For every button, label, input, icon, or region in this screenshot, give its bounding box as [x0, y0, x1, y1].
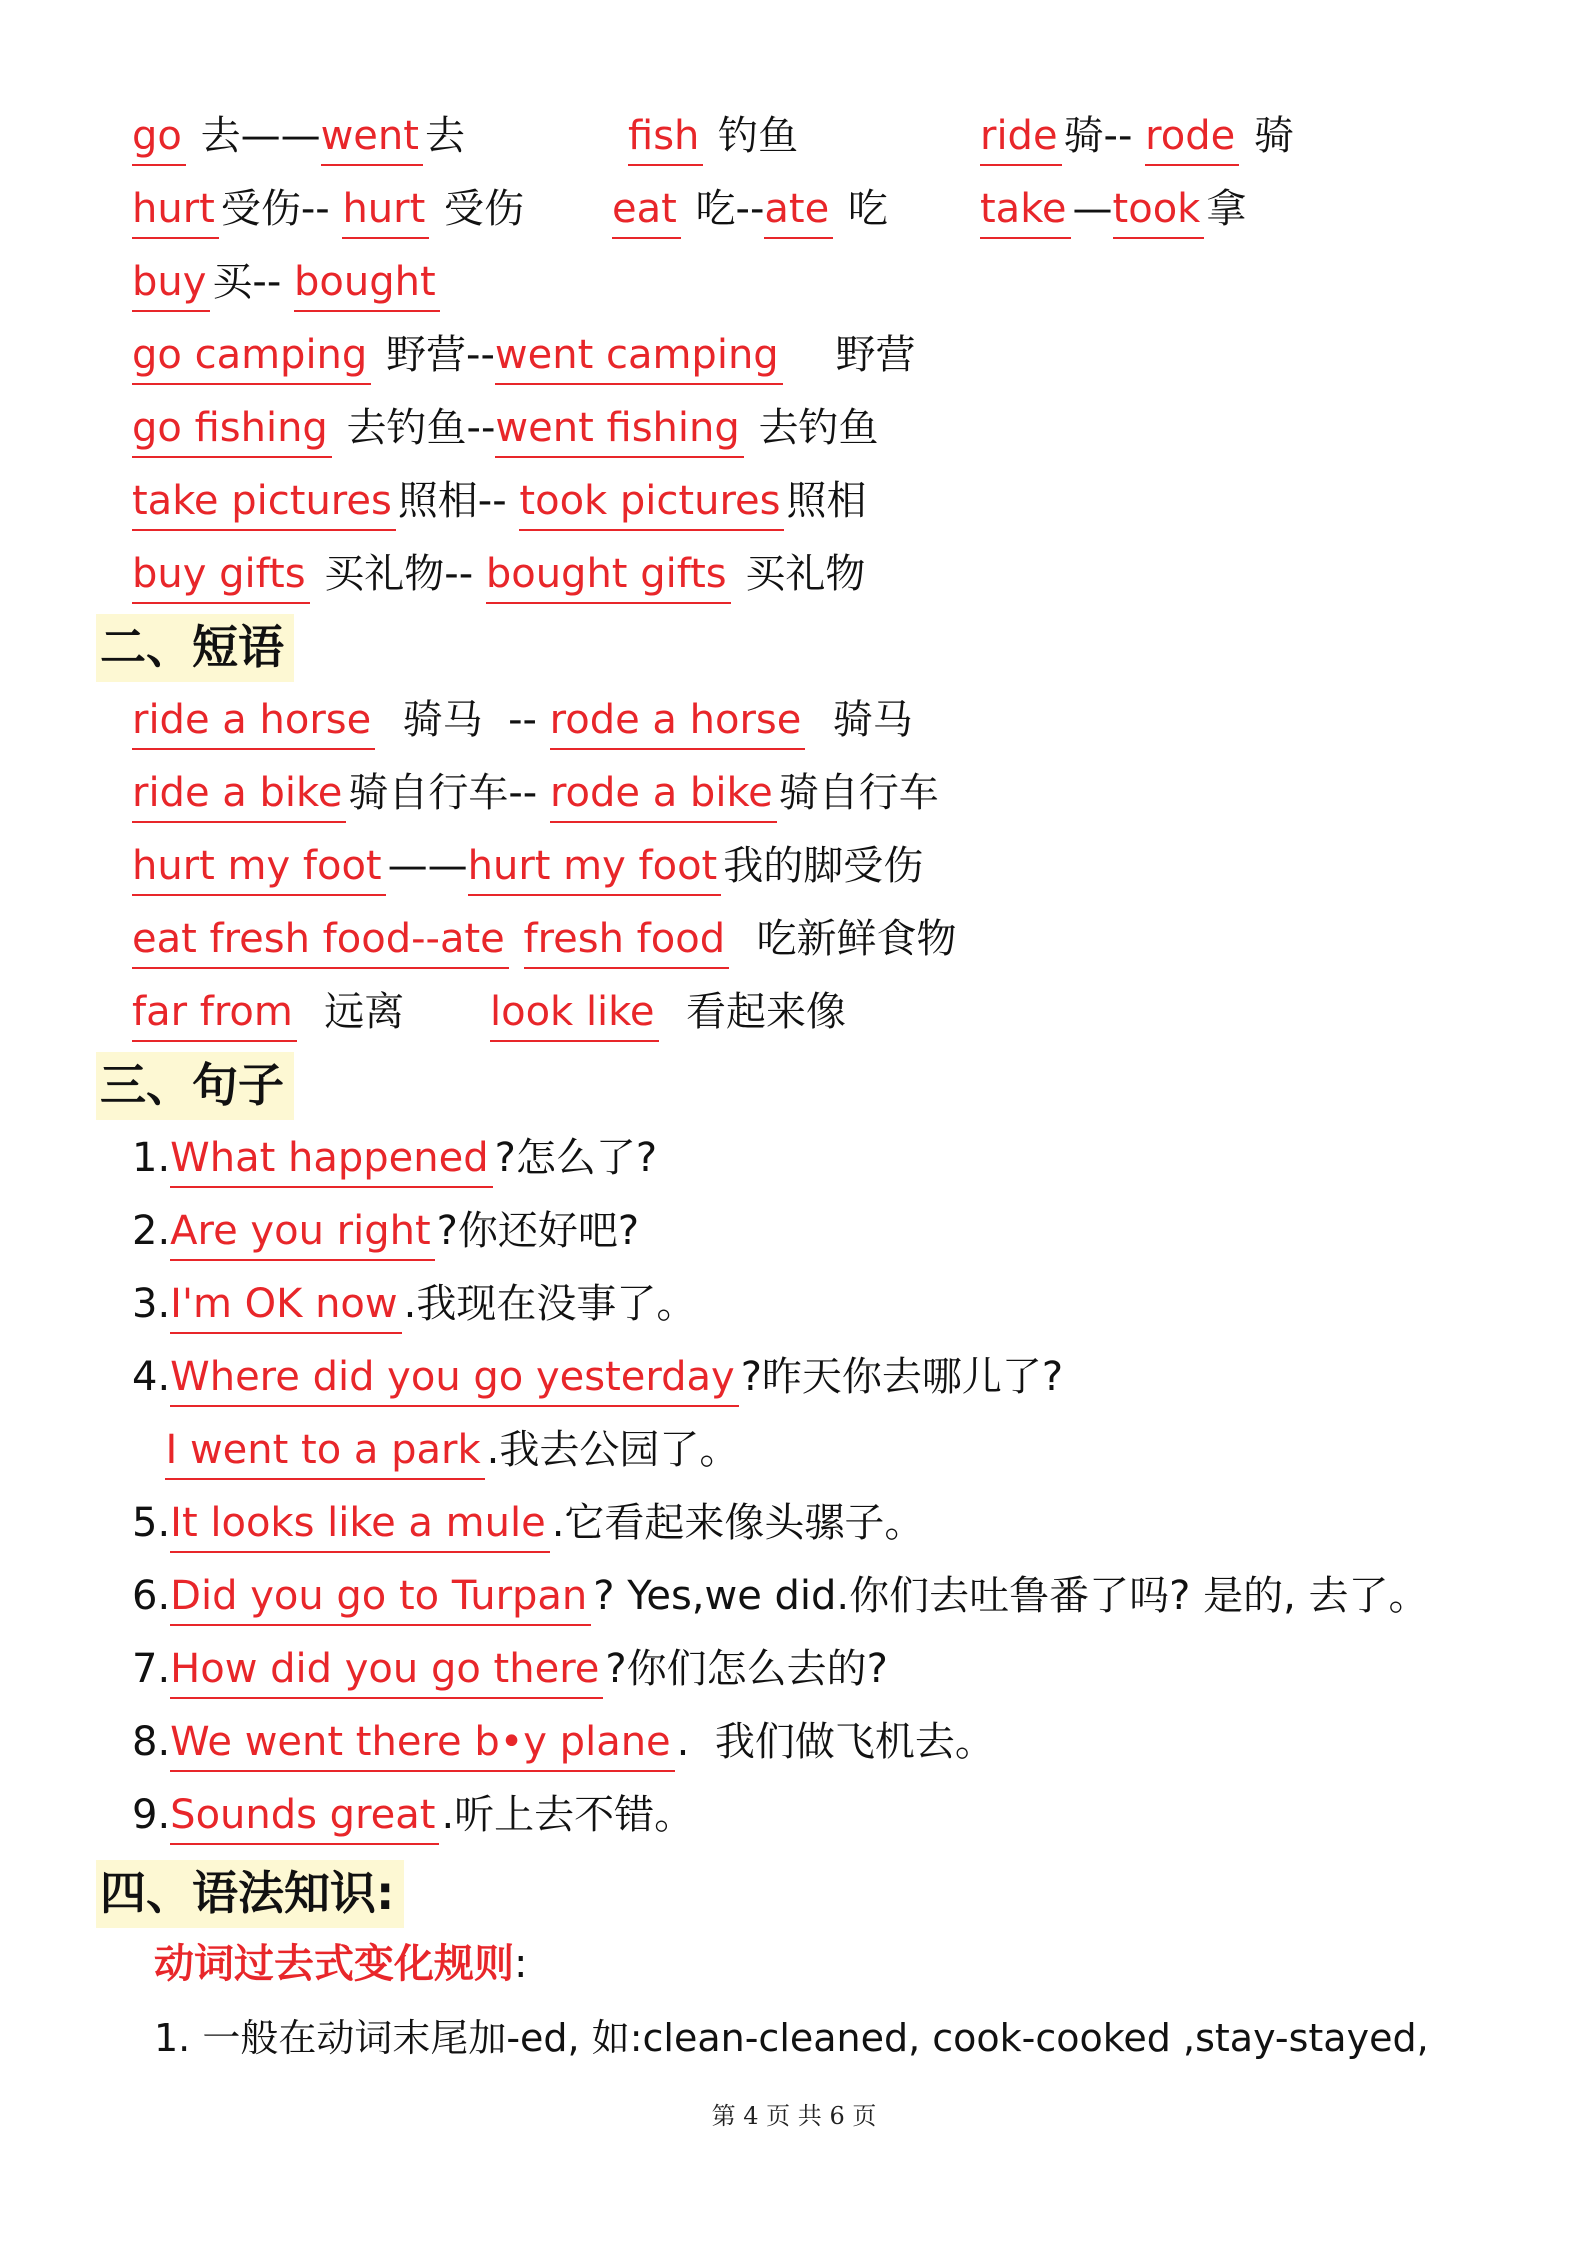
plain-text: ?怎么了? [494, 1135, 658, 1181]
answer-text: ride a bike [132, 767, 346, 823]
answer-text: hurt [342, 183, 429, 239]
answer-text: take [980, 183, 1071, 239]
plain-text: 去 [424, 113, 465, 159]
sentence-row-1 [132, 1132, 657, 1192]
word-group [132, 183, 524, 239]
grammar-subtitle-text: 动词过去式变化规则 [154, 1941, 514, 1987]
plain-text: .听上去不错。 [441, 1792, 695, 1838]
plain-text: 去钓鱼 [745, 405, 879, 451]
answer-text: bought gifts [486, 548, 731, 604]
plain-text: ?你还好吧? [436, 1208, 640, 1254]
sentence-row-4b [140, 1424, 739, 1484]
plain-text: 买礼物-- [311, 551, 486, 597]
plain-text: 1. [132, 1135, 171, 1181]
sentence-row-6 [132, 1570, 1429, 1630]
page-footer: 第 4 页 共 6 页 [711, 2102, 877, 2130]
plain-text: — [1072, 186, 1113, 232]
plain-text: 骑自行车-- [348, 770, 550, 816]
word-group [980, 183, 1246, 239]
phrase-row-4 [132, 913, 957, 973]
answer-text: fresh food [524, 913, 730, 969]
answer-text: eat fresh food--ate [132, 913, 509, 969]
answer-text: rode a bike [550, 767, 777, 823]
plain-text: 看起来像 [660, 989, 846, 1035]
plain-text: 野营-- [373, 332, 495, 378]
section-heading-phrases: 二、短语 [96, 614, 294, 682]
answer-text: ride [980, 110, 1062, 166]
plain-text: 拿 [1206, 186, 1247, 232]
plain-text: 吃新鲜食物 [731, 916, 957, 962]
answer-text: I'm OK now [170, 1278, 401, 1334]
sentence-row-9 [132, 1789, 694, 1849]
plain-text: 9. [132, 1792, 171, 1838]
answer-text: Did you go to Turpan [170, 1570, 591, 1626]
sentence-row-2 [132, 1205, 639, 1265]
plain-text: 吃 [835, 186, 888, 232]
plain-text: ?你们怎么去的? [605, 1646, 888, 1692]
plain-text: 骑马 [807, 697, 913, 743]
sentence-row-8 [132, 1716, 995, 1776]
answer-text: buy gifts [132, 548, 310, 604]
answer-text: bought [294, 256, 440, 312]
grammar-subtitle-colon: : [514, 1941, 528, 1987]
word-group [132, 110, 465, 166]
word-group [628, 110, 798, 166]
word-group [612, 183, 888, 239]
answer-text: went fishing [495, 402, 743, 458]
phrase-row-2 [132, 767, 939, 827]
plain-text: 6. [132, 1573, 171, 1619]
answer-text: We went there b•y plane [170, 1716, 675, 1772]
answer-text: eat [612, 183, 681, 239]
answer-text: hurt [132, 183, 219, 239]
answer-text: buy [132, 256, 210, 312]
plain-text [511, 913, 524, 965]
answer-text: take pictures [132, 475, 396, 531]
plain-text: 吃-- [682, 186, 765, 232]
phrase-group [132, 986, 404, 1042]
answer-text: rode a horse [550, 694, 806, 750]
answer-text: Where did you go yesterday [170, 1351, 739, 1407]
answer-text: went [321, 110, 423, 166]
answer-text: hurt my foot [132, 840, 386, 896]
plain-text: 4. [132, 1354, 171, 1400]
answer-text: Sounds great [170, 1789, 439, 1845]
plain-text: .它看起来像头骡子。 [551, 1500, 925, 1546]
section-heading-grammar: 四、语法知识: [96, 1860, 404, 1928]
answer-text: ride a horse [132, 694, 375, 750]
answer-text: look like [490, 986, 659, 1042]
plain-text: 买礼物 [732, 551, 866, 597]
answer-text: hurt my foot [468, 840, 722, 896]
plain-text: 照相 [786, 478, 867, 524]
plain-text: 2. [132, 1208, 171, 1254]
answer-text: go camping [132, 329, 371, 385]
answer-text: Are you right [170, 1205, 434, 1261]
plain-text: 8. [132, 1719, 171, 1765]
phrase-row-3 [132, 840, 923, 900]
answer-text: I went to a park [165, 1424, 484, 1480]
plain-text: .我去公园了。 [486, 1427, 740, 1473]
answer-text: fish [628, 110, 703, 166]
sentence-row-3 [132, 1278, 696, 1338]
plain-text: 买-- [212, 259, 295, 305]
answer-text: went camping [495, 329, 783, 385]
plain-text: 受伤-- [220, 186, 343, 232]
plain-text: 钓鱼 [705, 113, 799, 159]
phrase-group [490, 986, 846, 1042]
plain-text: .我现在没事了。 [403, 1281, 697, 1327]
plain-text: 去钓鱼-- [333, 405, 496, 451]
sentence-row-7 [132, 1643, 888, 1703]
plain-text: 远离 [298, 989, 405, 1035]
word-row-4 [132, 329, 916, 389]
word-row-7 [132, 548, 865, 608]
plain-text: 受伤 [431, 186, 524, 232]
plain-text: 野营 [784, 332, 916, 378]
plain-text: 骑-- [1063, 113, 1146, 159]
plain-text: ?昨天你去哪儿了? [740, 1354, 1064, 1400]
answer-text: go [132, 110, 186, 166]
plain-text: —— [387, 843, 468, 889]
phrase-row-1 [132, 694, 913, 754]
plain-text: 7. [132, 1646, 171, 1692]
word-row-3 [132, 256, 442, 316]
sentence-row-4 [132, 1351, 1063, 1411]
word-group [980, 110, 1294, 166]
word-row-6 [132, 475, 866, 535]
sentence-row-5 [132, 1497, 924, 1557]
answer-text: far from [132, 986, 297, 1042]
plain-text: 骑自行车 [778, 770, 939, 816]
plain-text: 去—— [187, 113, 321, 159]
answer-text: rode [1145, 110, 1239, 166]
grammar-rule-1: 1. 一般在动词末尾加-ed, 如:clean-cleaned, cook-cooked ,stay-stayed, [154, 2016, 1429, 2060]
answer-text: ate [764, 183, 833, 239]
plain-text: 骑 [1241, 113, 1294, 159]
answer-text: took pictures [519, 475, 784, 531]
plain-text: 我的脚受伤 [723, 843, 924, 889]
answer-text: What happened [170, 1132, 492, 1188]
section-heading-sentences: 三、句子 [96, 1052, 294, 1120]
plain-text: 3. [132, 1281, 171, 1327]
answer-text: How did you go there [170, 1643, 603, 1699]
answer-text: go fishing [132, 402, 332, 458]
plain-text: ? Yes,we did.你们去吐鲁番了吗? 是的, 去了。 [593, 1573, 1429, 1619]
plain-text: 骑马 -- [377, 697, 550, 743]
answer-text: It looks like a mule [170, 1497, 550, 1553]
plain-text: 5. [132, 1500, 171, 1546]
word-row-5 [132, 402, 878, 462]
grammar-subtitle [154, 1938, 527, 1990]
plain-text [140, 1424, 165, 1476]
plain-text: 照相-- [397, 478, 520, 524]
plain-text: . 我们做飞机去。 [676, 1719, 995, 1765]
answer-text: took [1113, 183, 1205, 239]
